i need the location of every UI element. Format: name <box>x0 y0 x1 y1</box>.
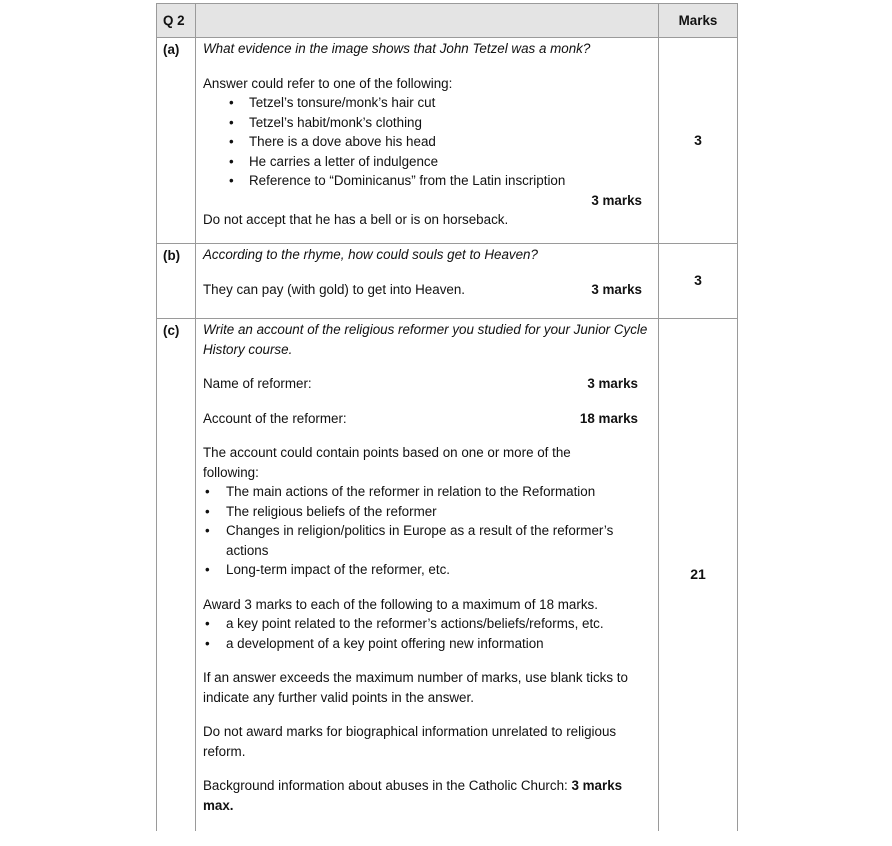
marking-scheme-table <box>156 3 738 831</box>
part-c-name-label: Name of reformer: <box>203 376 312 391</box>
part-b-answer: They can pay (with gold) to get into Heaven. <box>203 281 466 297</box>
marks-column-header: Marks <box>659 4 738 38</box>
part-c-award-list <box>203 614 652 653</box>
list-item: • Reference to “Dominicanus” from the Latin inscription <box>203 171 652 191</box>
part-a-marks: 3 marks <box>591 192 642 208</box>
marking-scheme <box>156 3 737 828</box>
part-b-marks: 3 marks <box>591 281 642 297</box>
part-c-account-line <box>203 409 652 429</box>
part-a-question: What evidence in the image shows that John Tetzel was a monk? <box>203 41 591 56</box>
part-c-account-marks: 18 marks <box>579 410 638 426</box>
list-item: • Changes in religion/politics in Europe as a result of the reformer’s actions <box>203 521 652 560</box>
part-c-background-note <box>203 776 652 815</box>
list-item: • The religious beliefs of the reformer <box>203 502 652 522</box>
part-c-background-marks: 3 marks max. <box>203 778 623 813</box>
part-c-points-list <box>203 482 652 580</box>
part-c-account-label: Account of the reformer: <box>203 410 347 426</box>
part-a-note: Do not accept that he has a bell or is on horseback. <box>203 212 509 227</box>
part-b-label: (b) <box>157 244 196 319</box>
part-c-total-marks: 21 <box>659 319 738 832</box>
part-b-total-marks: 3 <box>659 244 738 319</box>
part-c-body <box>196 319 659 832</box>
question-number: Q 2 <box>157 4 196 38</box>
list-item: • Tetzel’s tonsure/monk’s hair cut <box>203 93 652 113</box>
part-c-question: Write an account of the religious reformer you studied for your Junior Cycle History course. <box>203 322 648 357</box>
header-blank-cell <box>196 4 659 38</box>
list-item: • a key point related to the reformer’s actions/beliefs/reforms, etc. <box>203 614 652 634</box>
part-a-total-marks: 3 <box>659 38 738 244</box>
table-row-part-c <box>157 319 738 832</box>
part-c-name-marks: 3 marks <box>587 376 638 391</box>
part-c-points-intro: The account could contain points based on one or more of the following: <box>203 445 571 480</box>
part-c-background-text: Background information about abuses in the Catholic Church: <box>203 778 572 793</box>
part-c-bio-note: Do not award marks for biographical information unrelated to religious reform. <box>203 724 617 759</box>
part-c-exceed-note: If an answer exceeds the maximum number of marks, use blank ticks to indicate any further valid points in the answer. <box>203 670 628 705</box>
part-a-label: (a) <box>157 38 196 244</box>
part-a-bullet-list <box>203 93 652 191</box>
list-item: • a development of a key point offering new information <box>203 634 652 654</box>
list-item: • Tetzel’s habit/monk’s clothing <box>203 113 652 133</box>
table-row-part-b <box>157 244 738 319</box>
list-item: • He carries a letter of indulgence <box>203 152 652 172</box>
part-a-intro: Answer could refer to one of the following: <box>203 75 453 91</box>
table-header-row <box>157 4 738 38</box>
part-b-answer-line <box>203 280 652 300</box>
part-a-body <box>196 38 659 244</box>
part-c-label: (c) <box>157 319 196 832</box>
part-c-name-line <box>203 374 652 394</box>
list-item: • Long-term impact of the reformer, etc. <box>203 560 652 580</box>
part-c-award-intro: Award 3 marks to each of the following to a maximum of 18 marks. <box>203 596 598 612</box>
part-b-question: According to the rhyme, how could souls get to Heaven? <box>203 247 538 262</box>
list-item: • The main actions of the reformer in relation to the Reformation <box>203 482 652 502</box>
table-row-part-a <box>157 38 738 244</box>
part-b-body <box>196 244 659 319</box>
list-item: • There is a dove above his head <box>203 132 652 152</box>
